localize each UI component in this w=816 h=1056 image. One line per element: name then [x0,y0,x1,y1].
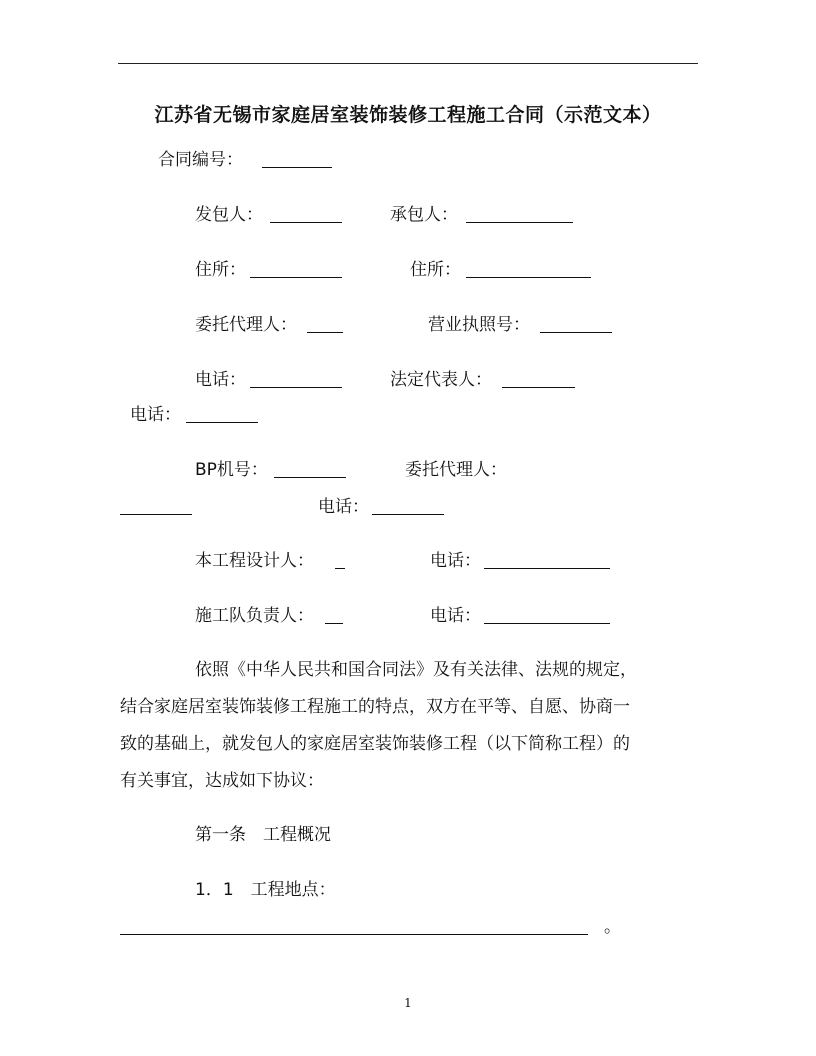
bp-blank[interactable] [274,477,346,478]
contract-number-label: 合同编号： [158,150,243,170]
legal-rep-phone-label: 电话： [130,405,181,425]
employer-agent-blank[interactable] [307,332,343,333]
paragraph-line-2: 结合家庭居室装饰装修工程施工的特点，双方在平等、自愿、协商一 [120,697,630,717]
document-title: 江苏省无锡市家庭居室装饰装修工程施工合同（示范文本） [154,104,662,126]
paragraph-line-1: 依照《中华人民共和国合同法》及有关法律、法规的规定， [195,660,637,680]
team-leader-phone-label: 电话： [430,606,481,626]
item-1-1-label: 1．1 工程地点： [195,880,336,900]
employer-phone-label: 电话： [195,370,246,390]
contractor-label: 承包人： [390,205,458,225]
page-number: 1 [404,996,412,1010]
designer-phone-label: 电话： [430,551,481,571]
legal-rep-blank[interactable] [502,387,575,388]
contractor-agent-label: 委托代理人： [405,460,507,480]
contractor-blank[interactable] [466,222,573,223]
article-1-heading: 第一条 工程概况 [195,825,331,845]
team-leader-blank[interactable] [325,623,343,624]
team-leader-label: 施工队负责人： [195,606,314,626]
contractor-agent-blank[interactable] [120,514,192,515]
contractor-agent-phone-blank[interactable] [372,514,444,515]
designer-blank[interactable] [335,568,345,569]
paragraph-line-4: 有关事宜，达成如下协议： [120,771,324,791]
legal-rep-phone-blank[interactable] [186,422,258,423]
bp-label: BP机号： [195,460,268,480]
header-rule [118,63,698,64]
contract-number-row [158,150,243,170]
team-leader-phone-blank[interactable] [484,623,610,624]
project-location-blank[interactable] [120,934,588,935]
contractor-address-label: 住所： [410,260,461,280]
employer-agent-label: 委托代理人： [195,315,297,335]
legal-rep-label: 法定代表人： [390,370,492,390]
contractor-agent-phone-label: 电话： [318,497,369,517]
end-punctuation: 。 [604,917,621,937]
designer-phone-blank[interactable] [484,568,610,569]
contractor-address-blank[interactable] [466,277,591,278]
employer-address-blank[interactable] [250,277,342,278]
employer-blank[interactable] [270,222,342,223]
paragraph-line-3: 致的基础上，就发包人的家庭居室装饰装修工程（以下简称工程）的 [120,734,630,754]
employer-phone-blank[interactable] [250,387,342,388]
employer-address-label: 住所： [195,260,246,280]
designer-label: 本工程设计人： [195,551,314,571]
contract-number-blank[interactable] [262,167,332,168]
business-license-blank[interactable] [540,332,612,333]
employer-label: 发包人： [195,205,263,225]
business-license-label: 营业执照号： [428,315,530,335]
